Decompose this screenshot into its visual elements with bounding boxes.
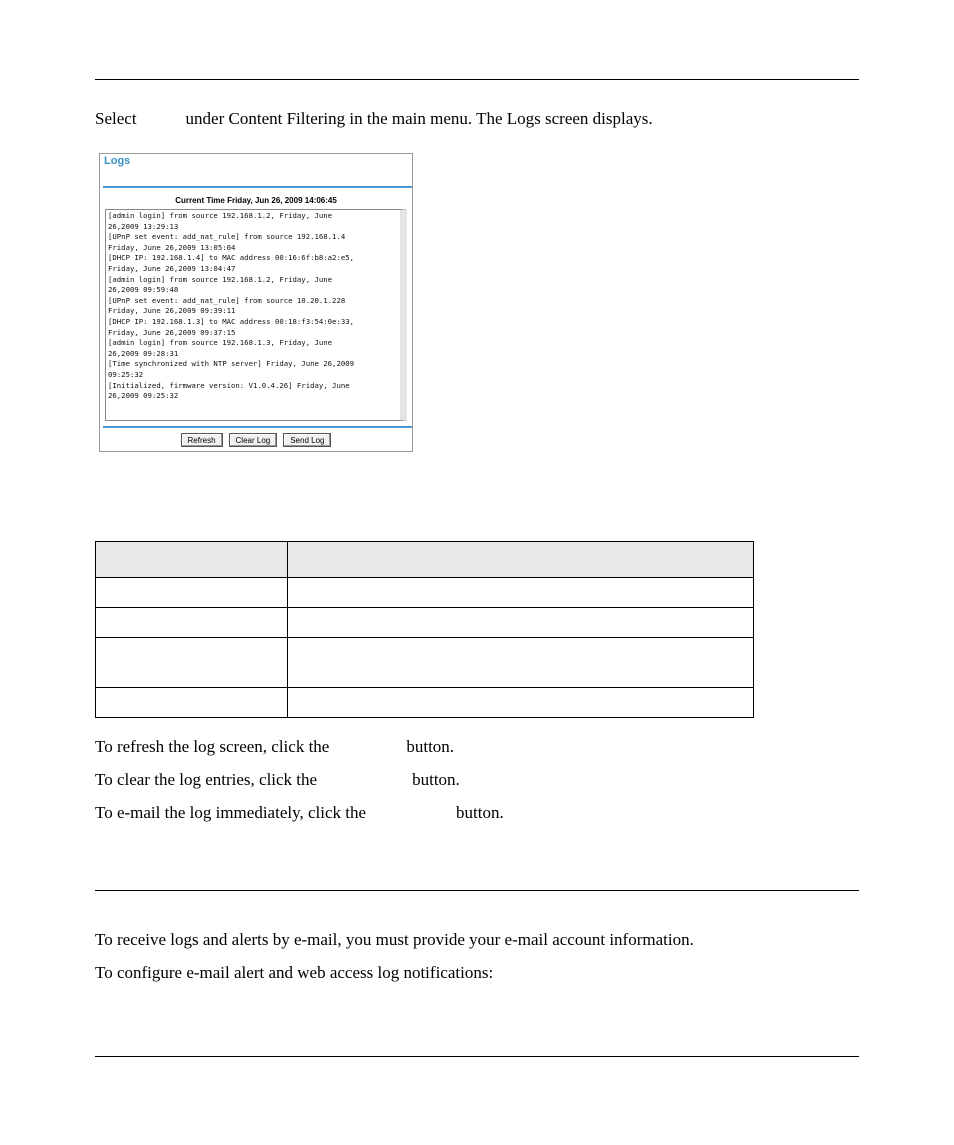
section-rule bbox=[95, 890, 859, 891]
refresh-instruction bbox=[95, 737, 454, 757]
log-button-row bbox=[100, 433, 412, 447]
logs-title: Logs bbox=[104, 155, 131, 167]
log-textarea[interactable] bbox=[105, 209, 407, 421]
table-row bbox=[96, 578, 754, 608]
table-cell bbox=[288, 688, 754, 718]
clear-suffix: button. bbox=[412, 770, 460, 789]
table-row bbox=[96, 638, 754, 688]
table-header-cell bbox=[96, 542, 288, 578]
clear-log-button[interactable]: Clear Log bbox=[229, 433, 278, 447]
table-cell bbox=[96, 578, 288, 608]
table-cell bbox=[288, 578, 754, 608]
intro-prefix: Select bbox=[95, 109, 137, 128]
log-entries: [admin login] from source 192.168.1.2, Friday, June 26,2009 13:29:13 [UPnP set event: add_nat_rule] from source 192.168.1.4 Friday, June 26,2009 13:05:04 [DHCP IP: 192.168.1.4] to MAC address 00:16:6f:b8:a2:e5, Friday, June 26,2009 13:04:47 [admin login] from source 192.168.1.2, Friday, June 26,2009 09:59:48 [UPnP set event: add_nat_rule] from source 10.20.1.228 Friday, June 26,2009 09:39:11 [DHCP IP: 192.168.1.3] to MAC address 00:18:f3:54:0e:33, Friday, June 26,2009 09:37:15 [admin login] from source 192.168.1.3, Friday, June 26,2009 09:28:31 [Time synchronized with NTP server] Friday, June 26,2009 09:25:32 [Initialized, firmware version: V1.0.4.26] Friday, June 26,2009 09:25:32 bbox=[108, 211, 355, 401]
refresh-button[interactable]: Refresh bbox=[181, 433, 223, 447]
log-fields-table bbox=[95, 541, 754, 718]
section2-line2: To configure e-mail alert and web access log notifications: bbox=[95, 963, 494, 982]
clear-prefix: To clear the log entries, click the bbox=[95, 770, 318, 789]
table-row bbox=[96, 608, 754, 638]
intro-text bbox=[95, 109, 653, 129]
clear-instruction bbox=[95, 770, 460, 790]
title-divider bbox=[103, 186, 412, 188]
email-instruction bbox=[95, 803, 504, 823]
table-header-cell bbox=[288, 542, 754, 578]
table-cell bbox=[288, 608, 754, 638]
email-suffix: button. bbox=[456, 803, 504, 822]
bottom-rule bbox=[95, 1056, 859, 1057]
current-time: Current Time Friday, Jun 26, 2009 14:06:45 bbox=[175, 196, 337, 205]
table-cell bbox=[96, 608, 288, 638]
table-cell bbox=[96, 638, 288, 688]
top-rule bbox=[95, 79, 859, 80]
table-row bbox=[96, 688, 754, 718]
section2-line1: To receive logs and alerts by e-mail, you must provide your e-mail account information. bbox=[95, 930, 694, 949]
table-cell bbox=[288, 638, 754, 688]
refresh-suffix: button. bbox=[406, 737, 455, 756]
refresh-prefix: To refresh the log screen, click the bbox=[95, 737, 330, 756]
send-log-button[interactable]: Send Log bbox=[283, 433, 331, 447]
bottom-divider bbox=[103, 426, 412, 428]
logs-screenshot bbox=[99, 153, 413, 452]
email-prefix: To e-mail the log immediately, click the bbox=[95, 803, 367, 822]
table-header-row bbox=[96, 542, 754, 578]
intro-suffix: under Content Filtering in the main menu. The Logs screen displays. bbox=[185, 109, 653, 128]
table-cell bbox=[96, 688, 288, 718]
